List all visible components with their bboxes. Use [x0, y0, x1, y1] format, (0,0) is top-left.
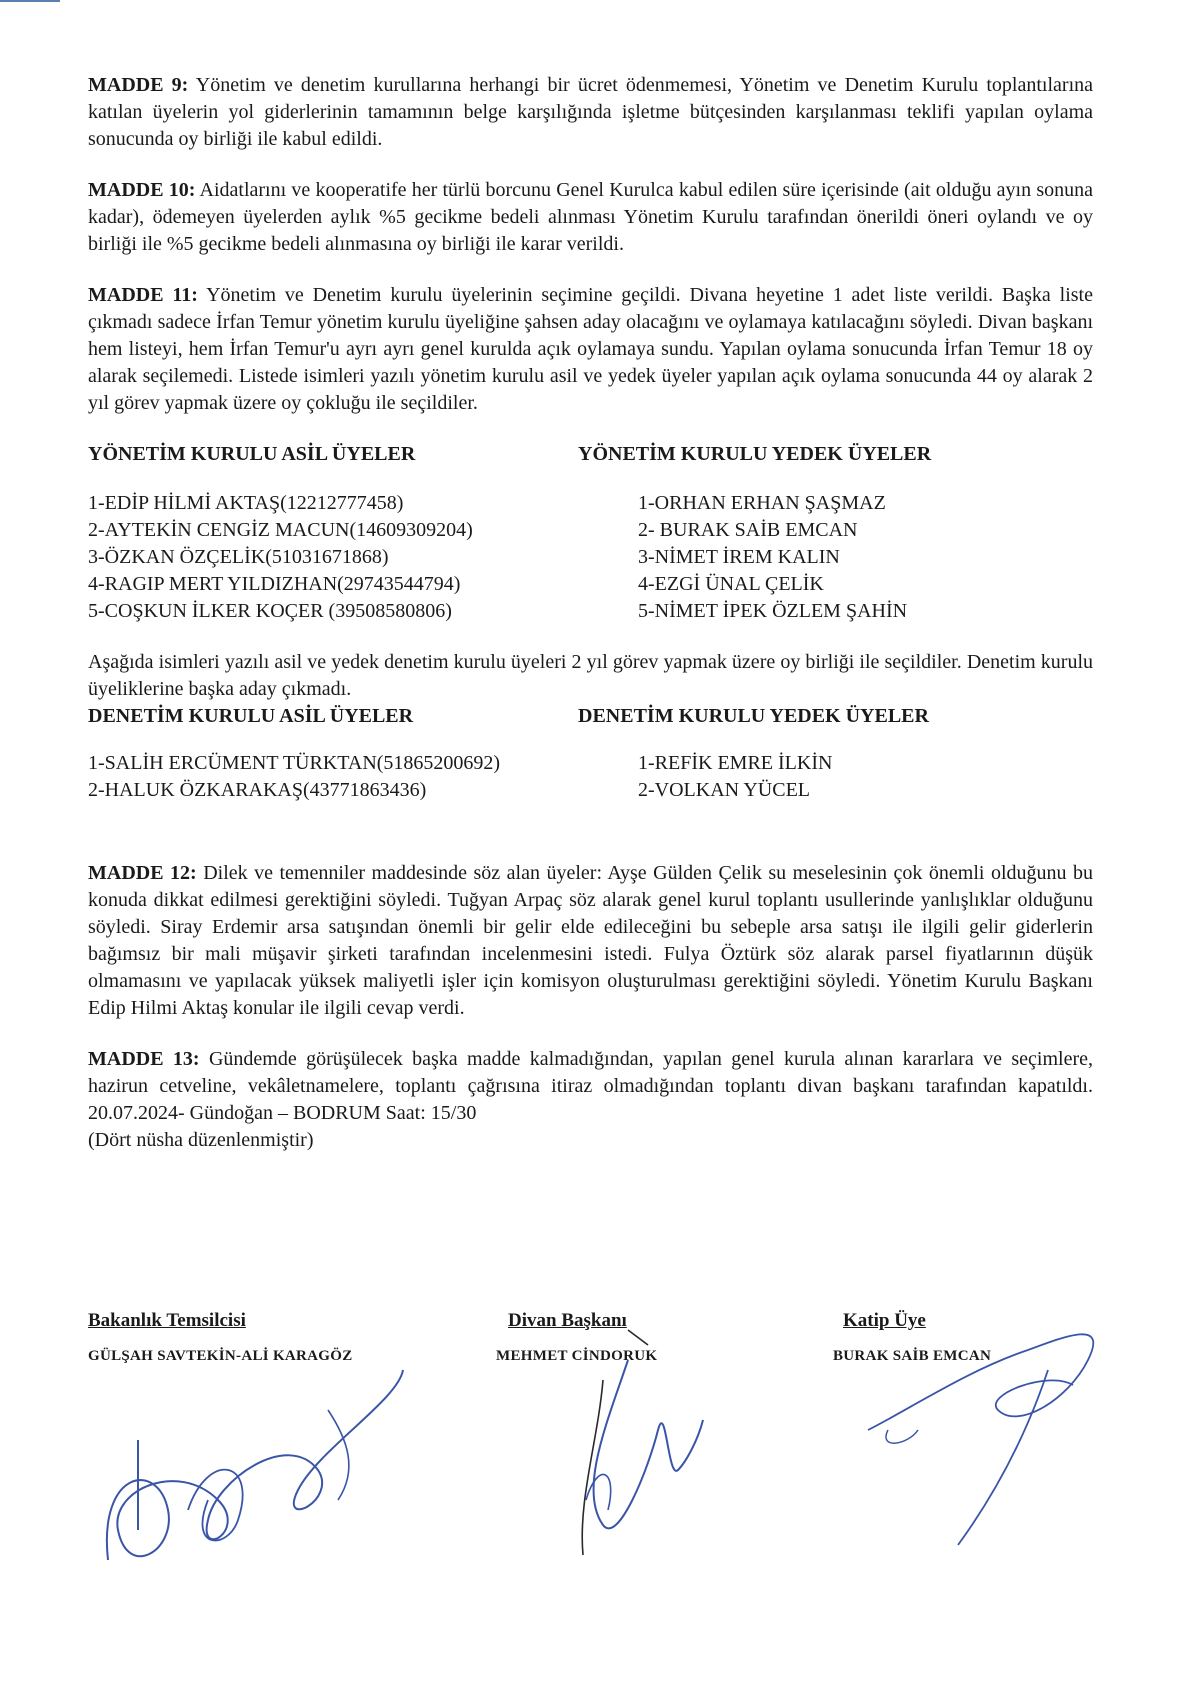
divan-title: Divan Başkanı — [508, 1310, 627, 1331]
list-item: 2-AYTEKİN CENGİZ MACUN(14609309204) — [88, 519, 473, 541]
list-item: 3-NİMET İREM KALIN — [638, 546, 840, 568]
list-item: 2-HALUK ÖZKARAKAŞ(43771863436) — [88, 779, 427, 801]
madde-11 — [88, 282, 1093, 417]
list-item: 3-ÖZKAN ÖZÇELİK(51031671868) — [88, 546, 389, 568]
madde-label: MADDE 11: — [88, 284, 198, 306]
madde-text: Dilek ve temenniler maddesinde söz alan üyeler: Ayşe Gülden Çelik su meselesinin çok önemli olduğunu bu konuda dikkat edilmesi gerektiğini söyledi. Tuğyan Arpaç söz alarak genel kurul toplantı usullerinde yanlışlıklar olduğunu söyledi. Siray Erdemir arsa satışından önemli bir gelir elde edileceğini bu sebeple arsa satışı ile ilgili gelir giderlerin bağımsız bir mali müşavir şirketi tarafından incelenmesini istedi. Fulya Öztürk söz alarak parsel fiyatlarının düşük olmamasını ve yapılacak yüksek maliyetli işler için komisyon oluşturulması gerektiğini söyledi. Yönetim Kurulu Başkanı Edip Hilmi Aktaş konular ile ilgili cevap verdi. — [88, 862, 1093, 1019]
list-item: 1-REFİK EMRE İLKİN — [638, 752, 833, 774]
scan-edge-mark — [0, 0, 60, 2]
madde-label: MADDE 12: — [88, 862, 197, 884]
list-item: 4-RAGIP MERT YILDIZHAN(29743544794) — [88, 573, 461, 595]
list-item: 1-ORHAN ERHAN ŞAŞMAZ — [638, 492, 886, 514]
denetim-intro: Aşağıda isimleri yazılı asil ve yedek denetim kurulu üyeleri 2 yıl görev yapmak üzere oy birliği ile seçildiler. Denetim kurulu üyeliklerine başka aday çıkmadı. — [88, 651, 1093, 700]
denetim-yedek-heading: DENETİM KURULU YEDEK ÜYELER — [578, 705, 929, 727]
list-item: 4-EZGİ ÜNAL ÇELİK — [638, 573, 824, 595]
divan-signature-scribble — [508, 1320, 738, 1570]
yonetim-yedek-column — [578, 441, 1093, 625]
yonetim-yedek-heading: YÖNETİM KURULU YEDEK ÜYELER — [578, 443, 932, 465]
madde-text: Aidatlarını ve kooperatife her türlü borcunu Genel Kurulca kabul edilen süre içerisinde (ait olduğu ayın sonuna kadar), ödemeyen üyelerden aylık %5 gecikme bedeli alınması Yönetim Kurulu tarafından önerildi öneri oylandı ve oy birliği ile %5 gecikme bedeli alınmasına oy birliği ile karar verildi. — [88, 179, 1093, 255]
list-item: 5-COŞKUN İLKER KOÇER (39508580806) — [88, 600, 452, 622]
divan-name: MEHMET CİNDORUK — [496, 1348, 658, 1364]
bakanlik-name: GÜLŞAH SAVTEKİN-ALİ KARAGÖZ — [88, 1348, 353, 1364]
madde-10 — [88, 177, 1093, 258]
yonetim-yedek-items — [578, 490, 1093, 625]
katip-signature-scribble — [848, 1310, 1118, 1570]
madde-9 — [88, 72, 1093, 153]
madde-13 — [88, 1046, 1093, 1127]
denetim-yedek-items — [578, 750, 1093, 804]
bakanlik-title: Bakanlık Temsilcisi — [88, 1310, 246, 1331]
document-note: (Dört nüsha düzenlenmiştir) — [88, 1129, 314, 1151]
list-item: 1-SALİH ERCÜMENT TÜRKTAN(51865200692) — [88, 752, 501, 774]
signature-section — [88, 1310, 1108, 1610]
madde-label: MADDE 10: — [88, 179, 196, 201]
yonetim-kurulu-lists — [88, 441, 1093, 625]
denetim-asil-heading: DENETİM KURULU ASİL ÜYELER — [88, 705, 414, 727]
yonetim-asil-column — [88, 441, 578, 625]
denetim-kurulu-lists — [88, 703, 1093, 804]
list-item: 5-NİMET İPEK ÖZLEM ŞAHİN — [638, 600, 908, 622]
madde-text: Yönetim ve denetim kurullarına herhangi bir ücret ödenmemesi, Yönetim ve Denetim Kurulu toplantılarına katılan üyelerin yol giderlerinin tamamının belge karşılığında işletme bütçesinden karşılanması teklifi yapılan oylama sonucunda oy birliği ile kabul edildi. — [88, 74, 1094, 150]
list-item: 2- BURAK SAİB EMCAN — [638, 519, 858, 541]
madde-text: Gündemde görüşülecek başka madde kalmadığından, yapılan genel kurula alınan kararlara ve seçimlere, hazirun cetveline, vekâletnamelere, toplantı çağrısına itiraz olmadığından toplantı divan başkanı tarafından kapatıldı. 20.07.2024- Gündoğan – BODRUM Saat: 15/30 — [88, 1048, 1093, 1124]
spacer — [88, 625, 1093, 649]
list-item: 1-EDİP HİLMİ AKTAŞ(12212777458) — [88, 492, 404, 514]
madde-label: MADDE 9: — [88, 74, 189, 96]
madde-text: Yönetim ve Denetim kurulu üyelerinin seçimine geçildi. Divana heyetine 1 adet liste verildi. Başka liste çıkmadı sadece İrfan Temur yönetim kurulu üyeliğine şahsen aday olacağını ve oylamaya katılacağını söyledi. Divan başkanı hem listeyi, hem İrfan Temur'u ayrı ayrı genel kurulda açık oylamaya sundu. Yapılan oylama sonucunda İrfan Temur 18 oy alarak seçilemedi. Listede isimleri yazılı yönetim kurulu asil ve yedek üyeler yapılan açık oylama sonucunda 44 oy alarak 2 yıl görev yapmak üzere oy çokluğu ile seçildiler. — [88, 284, 1093, 414]
katip-name: BURAK SAİB EMCAN — [833, 1348, 992, 1364]
list-item: 2-VOLKAN YÜCEL — [638, 779, 811, 801]
document-body — [88, 72, 1093, 1178]
denetim-asil-column — [88, 703, 578, 804]
yonetim-asil-heading: YÖNETİM KURULU ASİL ÜYELER — [88, 443, 416, 465]
katip-title: Katip Üye — [843, 1310, 926, 1331]
bakanlik-signature-scribble — [98, 1350, 438, 1600]
spacer — [88, 804, 1093, 860]
madde-12 — [88, 860, 1093, 1022]
denetim-yedek-column — [578, 703, 1093, 804]
madde-label: MADDE 13: — [88, 1048, 200, 1070]
